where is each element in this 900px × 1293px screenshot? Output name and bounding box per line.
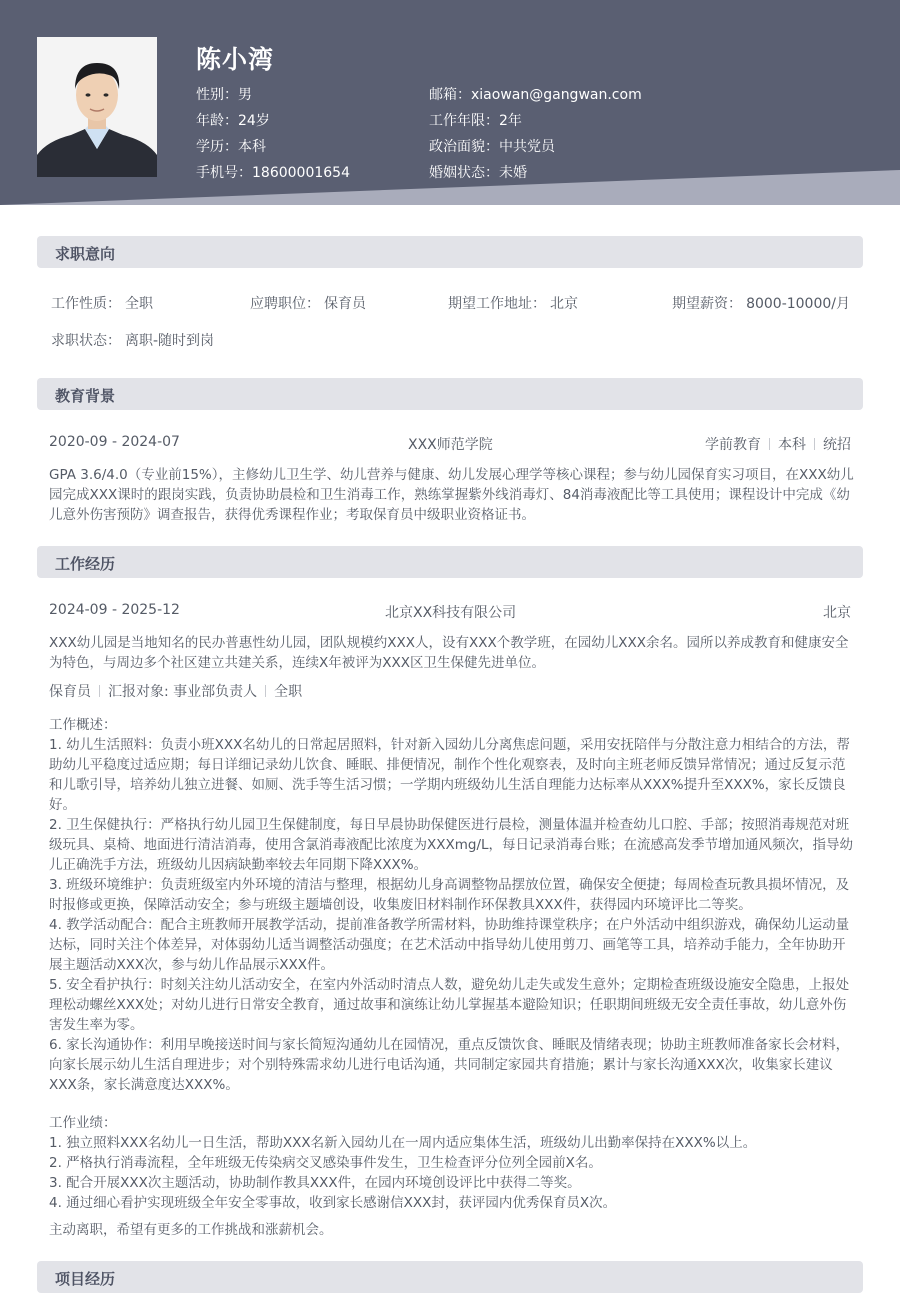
field-value: 全职 <box>125 296 153 312</box>
education-period: 2020-09 - 2024-07 <box>49 434 180 450</box>
work-job-type: 全职 <box>274 684 303 700</box>
resume-header <box>0 0 900 205</box>
achievement-item: 4. 通过细心看护实现班级全年安全零事故，收到家长感谢信XXX封，获评园内优秀保育员X次。 <box>49 1195 617 1211</box>
intent-status <box>51 330 214 350</box>
info-gender <box>196 84 252 104</box>
candidate-name: 陈小湾 <box>196 45 275 74</box>
info-value: 男 <box>238 87 252 103</box>
section-title: 求职意向 <box>55 245 116 263</box>
profile-photo <box>37 37 157 177</box>
education-degree: 本科 <box>778 437 806 453</box>
info-value: 未婚 <box>499 165 527 181</box>
overview-item: 6. 家长沟通协作：利用早晚接送时间与家长简短沟通幼儿在园情况，重点反馈饮食、睡眠及情绪表现；协助主班教师准备家长会材料，向家长展示幼儿生活自理进步；对个别特殊需求幼儿进行电话沟通，共同制定家园共育措施；累计与家长沟通XXX次，收集家长建议XXX条，家长满意度达XXX%。 <box>49 1037 850 1093</box>
info-age <box>196 110 270 130</box>
overview-item: 1. 幼儿生活照料：负责小班XXX名幼儿的日常起居照料，针对新入园幼儿分离焦虑问题，采用安抚陪伴与分散注意力相结合的方法，帮助幼儿平稳度过适应期；每日详细记录幼儿饮食、睡眠、排便情况，制作个性化观察表，及时向主班老师反馈异常情况；通过反复示范和儿歌引导，培养幼儿独立进餐、如厕、洗手等生活习惯；一学期内班级幼儿生活自理能力达标率从XXX%提升至XXX%，家长反馈良好。 <box>49 737 850 813</box>
intent-salary <box>672 293 850 313</box>
section-title: 项目经历 <box>55 1270 116 1288</box>
achievement-item: 1. 独立照料XXX名幼儿一日生活，帮助XXX名新入园幼儿在一周内适应集体生活，班级幼儿出勤率保持在XXX%以上。 <box>49 1135 757 1151</box>
field-label: 期望工作地址： <box>448 296 546 312</box>
info-value: 中共党员 <box>499 139 555 155</box>
achievement-item: 3. 配合开展XXX次主题活动，协助制作教具XXX件，在园内环境创设评比中获得二等奖。 <box>49 1175 581 1191</box>
work-period: 2024-09 - 2025-12 <box>49 602 180 618</box>
overview-item: 4. 教学活动配合：配合主班教师开展教学活动，提前准备教学所需材料，协助维持课堂秩序；在户外活动中组织游戏，确保幼儿运动量达标，同时关注个体差异，对体弱幼儿适当调整活动强度；在艺术活动中指导幼儿使用剪刀、画笔等工具，培养动手能力，全年协助开展主题活动XXX次，参与幼儿作品展示XXX件。 <box>49 917 850 973</box>
education-description: GPA 3.6/4.0（专业前15%），主修幼儿卫生学、幼儿营养与健康、幼儿发展心理学等核心课程；参与幼儿园保育实习项目，在XXX幼儿园完成XXX课时的跟岗实践，负责协助晨检和卫生消毒工作，熟练掌握紫外线消毒灯、84消毒液配比等工具使用；课程设计中完成《幼儿意外伤害预防》调查报告，获得优秀课程作业；考取保育员中级职业资格证书。 <box>49 467 854 523</box>
info-phone <box>196 162 350 182</box>
info-value: 2年 <box>499 113 522 129</box>
info-value: 18600001654 <box>252 165 350 181</box>
work-leave-reason: 主动离职，希望有更多的工作挑战和涨薪机会。 <box>49 1222 333 1238</box>
field-label: 求职状态： <box>51 333 121 349</box>
section-header-education <box>37 378 863 410</box>
intent-position <box>250 293 366 313</box>
info-education <box>196 136 266 156</box>
field-value: 8000-10000/月 <box>746 296 850 312</box>
section-title: 工作经历 <box>55 555 116 573</box>
section-header-intent <box>37 236 863 268</box>
info-political-status <box>429 136 555 156</box>
info-work-years <box>429 110 522 130</box>
info-value: 24岁 <box>238 113 270 129</box>
intent-nature <box>51 293 153 313</box>
field-value: 离职-随时到岗 <box>125 333 215 349</box>
section-header-work <box>37 546 863 578</box>
field-label: 应聘职位： <box>250 296 320 312</box>
work-report: 汇报对象: 事业部负责人 <box>108 684 258 700</box>
info-email <box>429 84 642 104</box>
work-city: 北京 <box>823 605 851 621</box>
field-value: 保育员 <box>324 296 366 312</box>
info-label: 工作年限： <box>429 113 499 129</box>
divider <box>265 685 266 697</box>
section-title: 教育背景 <box>55 387 116 405</box>
education-tags <box>705 434 851 454</box>
overview-title: 工作概述： <box>49 717 117 733</box>
divider <box>814 438 815 450</box>
work-achievements <box>49 1113 854 1213</box>
education-major: 学前教育 <box>705 437 761 453</box>
field-label: 期望薪资： <box>672 296 743 312</box>
field-value: 北京 <box>550 296 578 312</box>
info-label: 邮箱： <box>429 87 471 103</box>
overview-item: 2. 卫生保健执行：严格执行幼儿园卫生保健制度，每日早晨协助保健医进行晨检，测量体温并检查幼儿口腔、手部；按照消毒规范对班级玩具、桌椅、地面进行清洁消毒，使用含氯消毒液配比浓度为XXXmg/L，每日记录消毒台账；在流感高发季节增加通风频次，指导幼儿正确洗手方法，班级幼儿因病缺勤率较去年同期下降XXX%。 <box>49 817 854 873</box>
info-value[interactable]: xiaowan@gangwan.com <box>471 87 642 103</box>
education-school: XXX师范学院 <box>408 437 493 453</box>
person-portrait-icon <box>37 37 157 177</box>
info-value: 本科 <box>238 139 266 155</box>
info-label: 学历： <box>196 139 238 155</box>
education-type: 统招 <box>823 437 851 453</box>
info-label: 婚姻状态： <box>429 165 499 181</box>
divider <box>769 438 770 450</box>
work-company: 北京XX科技有限公司 <box>385 605 517 621</box>
divider <box>99 685 100 697</box>
work-tags <box>49 681 302 701</box>
section-header-project <box>37 1261 863 1293</box>
info-label: 政治面貌： <box>429 139 499 155</box>
achievements-title: 工作业绩： <box>49 1115 117 1131</box>
intent-location <box>448 293 578 313</box>
work-overview <box>49 715 854 1095</box>
achievement-item: 2. 严格执行消毒流程，全年班级无传染病交叉感染事件发生，卫生检查评分位列全园前X名。 <box>49 1155 602 1171</box>
info-label: 年龄： <box>196 113 238 129</box>
info-label: 手机号： <box>196 165 252 181</box>
work-role: 保育员 <box>49 684 91 700</box>
info-marital-status <box>429 162 527 182</box>
overview-item: 3. 班级环境维护：负责班级室内外环境的清洁与整理，根据幼儿身高调整物品摆放位置，确保安全便捷；每周检查玩教具损坏情况，及时报修或更换，保障活动安全；参与班级主题墙创设，收集废旧材料制作环保教具XXX件，获得园内环境评比二等奖。 <box>49 877 850 913</box>
field-label: 工作性质： <box>51 296 121 312</box>
overview-item: 5. 安全看护执行：时刻关注幼儿活动安全，在室内外活动时清点人数，避免幼儿走失或发生意外；定期检查班级设施安全隐患，上报处理松动螺丝XXX处；对幼儿进行日常安全教育，通过故事和演练让幼儿掌握基本避险知识；任职期间班级无安全责任事故，幼儿意外伤害发生率为零。 <box>49 977 850 1033</box>
work-company-intro: XXX幼儿园是当地知名的民办普惠性幼儿园，团队规模约XXX人，设有XXX个教学班，在园幼儿XXX余名。园所以养成教育和健康安全为特色，与周边多个社区建立共建关系，连续X年被评为XXX区卫生保健先进单位。 <box>49 635 849 671</box>
info-label: 性别： <box>196 87 238 103</box>
